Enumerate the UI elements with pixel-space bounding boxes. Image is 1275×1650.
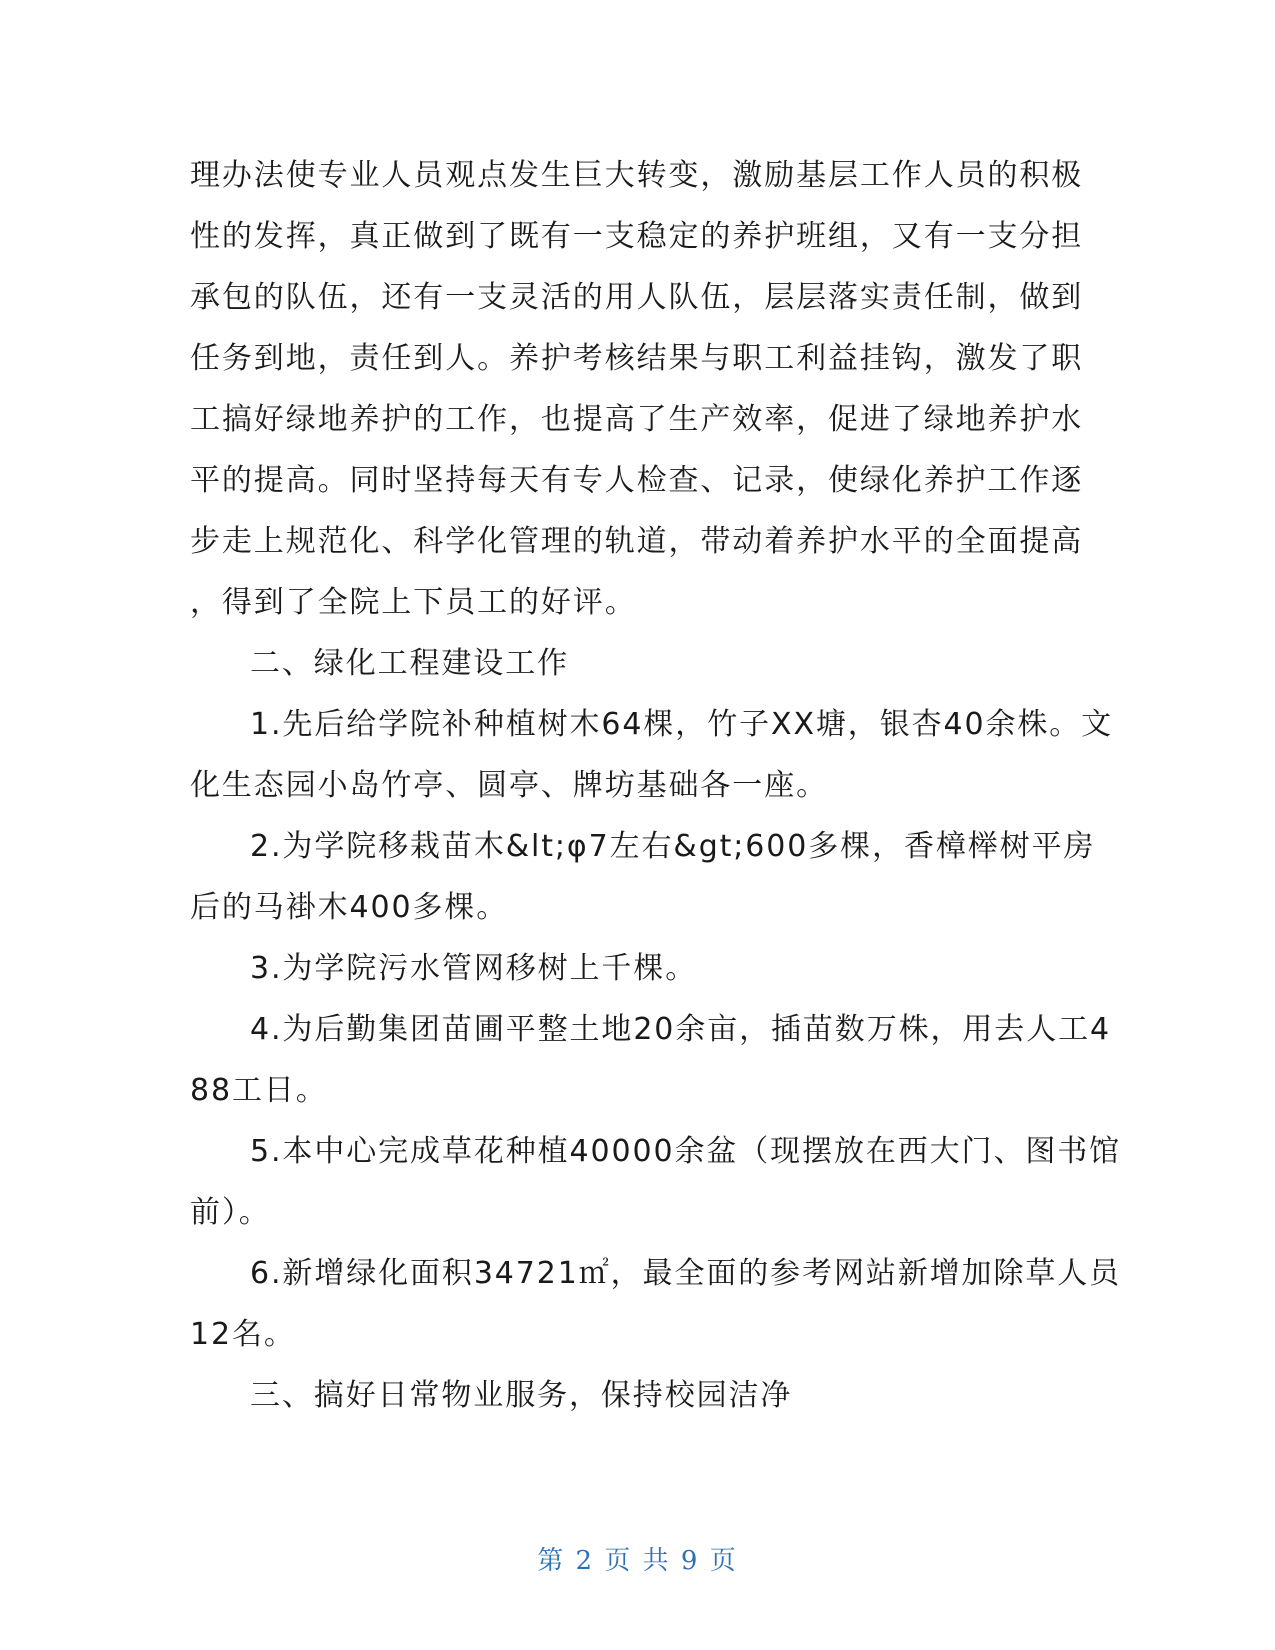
list-item-line: 化生态园小岛竹亭、圆亭、牌坊基础各一座。 <box>190 768 828 803</box>
document-body <box>190 145 1122 1426</box>
section-heading: 二、绿化工程建设工作 <box>250 646 569 681</box>
paragraph-line: 平的提高。同时坚持每天有专人检查、记录，使绿化养护工作逐 <box>190 463 1084 498</box>
section-heading: 三、搞好日常物业服务，保持校园洁净 <box>250 1378 793 1413</box>
paragraph-line: 理办法使专业人员观点发生巨大转变，激励基层工作人员的积极 <box>190 158 1084 193</box>
paragraph-line: ，得到了全院上下员工的好评。 <box>190 585 637 620</box>
list-item-line: 88工日。 <box>190 1073 328 1108</box>
paragraph-line: 步走上规范化、科学化管理的轨道，带动着养护水平的全面提高 <box>190 524 1084 559</box>
list-item-line: 6.新增绿化面积34721㎡，最全面的参考网站新增加除草人员 <box>250 1256 1122 1291</box>
list-item-line: 12名。 <box>190 1317 296 1352</box>
list-item-line: 后的马褂木400多棵。 <box>190 890 509 925</box>
list-item-line: 5.本中心完成草花种植40000余盆（现摆放在西大门、图书馆 <box>250 1134 1122 1169</box>
paragraph-line: 任务到地，责任到人。养护考核结果与职工利益挂钩，激发了职 <box>190 341 1084 376</box>
list-item-line: 4.为后勤集团苗圃平整土地20余亩，插苗数万株，用去人工4 <box>250 1012 1111 1047</box>
paragraph-line: 承包的队伍，还有一支灵活的用人队伍，层层落实责任制，做到 <box>190 280 1084 315</box>
list-item-line: 前）。 <box>190 1195 271 1230</box>
list-item-line: 2.为学院移栽苗木&lt;φ7左右&gt;600多棵，香樟榉树平房 <box>250 829 1096 864</box>
list-item-line: 1.先后给学院补种植树木64棵，竹子XX塘，银杏40余株。文 <box>250 707 1114 742</box>
paragraph-line: 性的发挥，真正做到了既有一支稳定的养护班组，又有一支分担 <box>190 219 1084 254</box>
paragraph-line: 工搞好绿地养护的工作，也提高了生产效率，促进了绿地养护水 <box>190 402 1084 437</box>
list-item-line: 3.为学院污水管网移树上千棵。 <box>250 951 698 986</box>
page-number-footer: 第 2 页 共 9 页 <box>537 1546 738 1576</box>
